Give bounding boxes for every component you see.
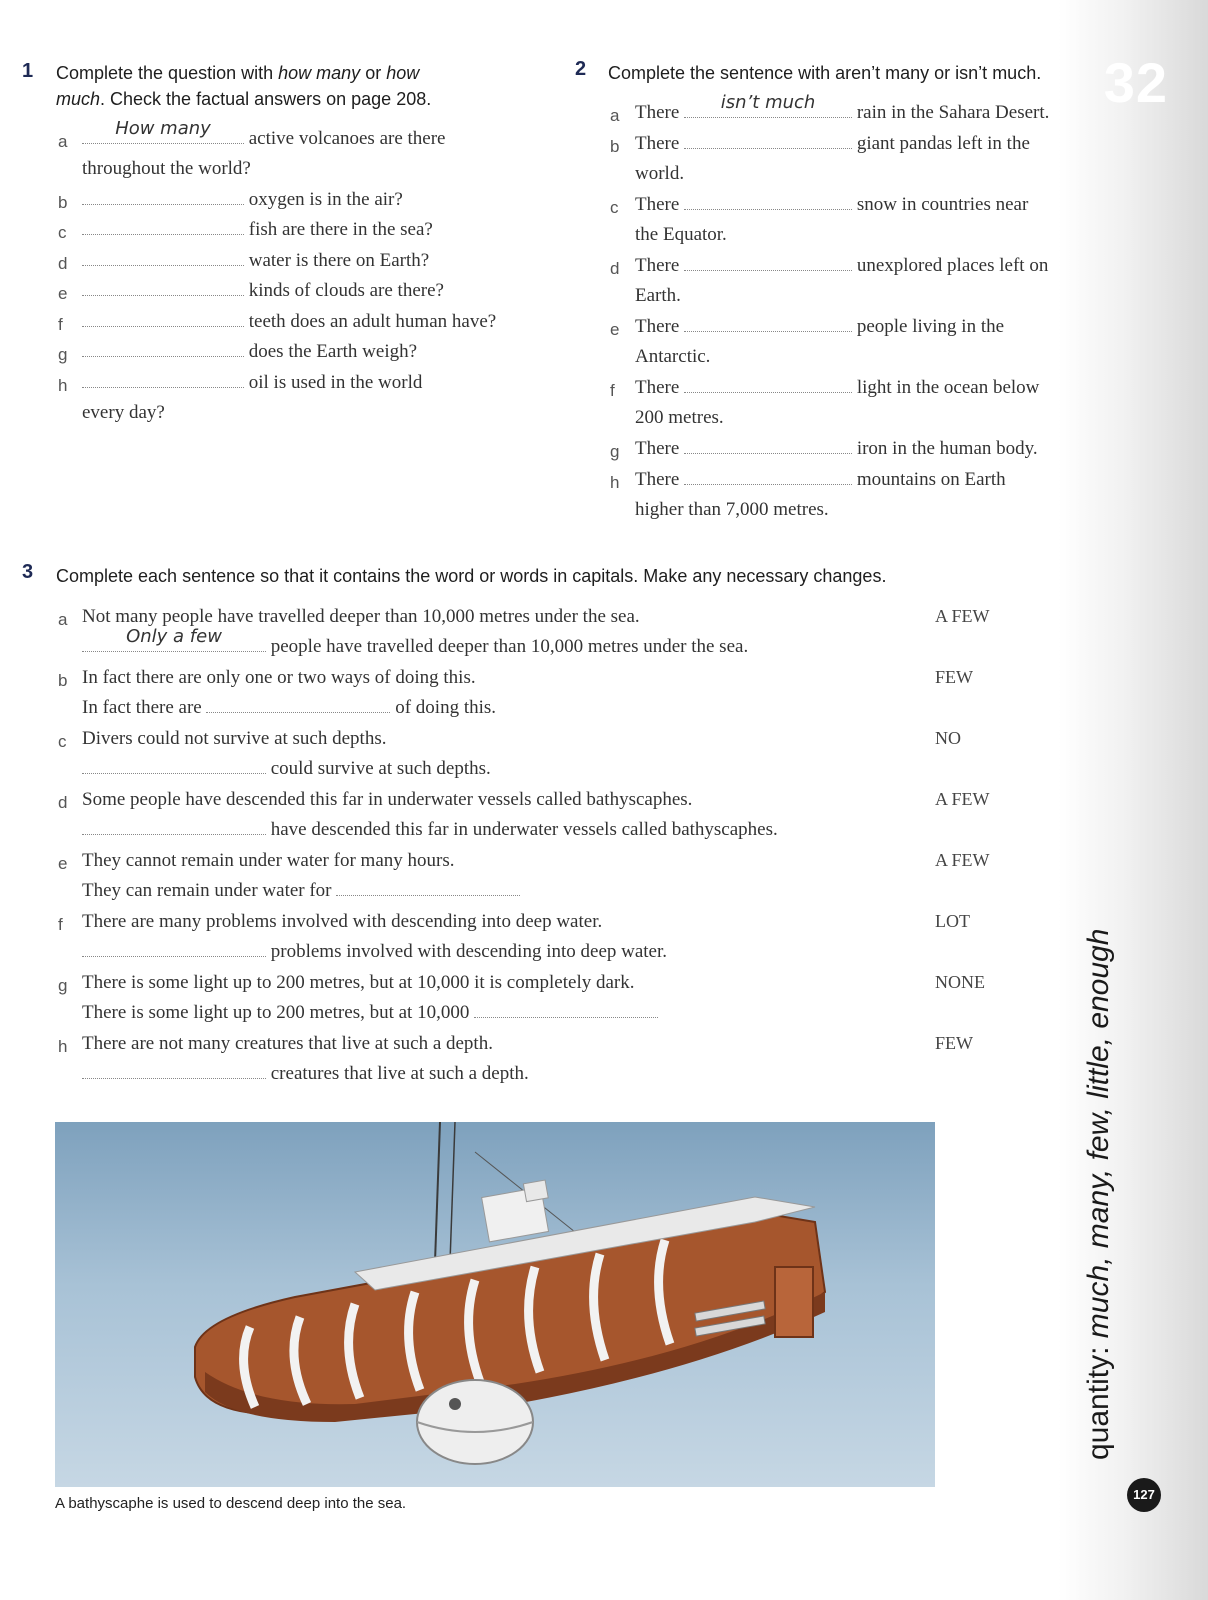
item-letter: d [58, 254, 68, 273]
item-text: kinds of clouds are there? [248, 280, 444, 301]
item-prefix: In fact there are [82, 697, 202, 718]
ex3-item-answer-line [82, 754, 491, 784]
ex2-item-d [635, 251, 1048, 281]
ex3-keyword: FEW [935, 1033, 973, 1053]
answer-blank[interactable] [82, 369, 244, 388]
ex1-instr-italic: much [56, 89, 101, 109]
item-continuation: throughout the world? [82, 158, 251, 179]
item-start: There [635, 255, 680, 276]
item-letter: a [58, 132, 68, 151]
item-start: There [635, 377, 680, 398]
answer-blank[interactable] [82, 118, 244, 144]
ex3-keyword: A FEW [935, 850, 990, 870]
page-number: 127 [1127, 1478, 1161, 1512]
ex3-keyword: NO [935, 728, 961, 748]
item-letter: f [58, 915, 63, 934]
item-text: oxygen is in the air? [248, 189, 403, 210]
bathyscaphe-illustration [55, 1122, 935, 1487]
answer-blank[interactable] [82, 277, 244, 296]
answer-blank[interactable] [684, 313, 852, 332]
ex3-item-sentence: Not many people have travelled deeper than 10,000 metres under the sea. [82, 606, 640, 627]
item-text: does the Earth weigh? [248, 341, 418, 362]
item-text: of doing this. [395, 697, 497, 718]
answer-blank[interactable] [82, 186, 244, 205]
ex1-instr-italic: how [386, 63, 420, 83]
ex2-item-h [635, 465, 1006, 495]
item-letter: b [58, 671, 68, 690]
ex3-item-sentence: They cannot remain under water for many hours. [82, 850, 455, 871]
bathyscaphe-photo [55, 1122, 935, 1487]
unit-title-vertical [1068, 820, 1130, 1460]
item-text: could survive at such depths. [270, 758, 491, 779]
item-continuation: 200 metres. [635, 407, 724, 428]
item-letter: f [58, 315, 63, 334]
item-prefix: There is some light up to 200 metres, but at 10,000 [82, 1002, 470, 1023]
ex3-item-answer-line [82, 998, 658, 1028]
answer-blank[interactable] [82, 308, 244, 327]
item-text: snow in countries near [856, 194, 1029, 215]
ex3-item-sentence: Divers could not survive at such depths. [82, 728, 387, 749]
photo-caption: A bathyscaphe is used to descend deep into the sea. [55, 1495, 407, 1512]
item-continuation: the Equator. [635, 224, 727, 245]
answer-blank[interactable] [82, 338, 244, 357]
ex2-item-a [635, 92, 1050, 128]
ex3-keyword: FEW [935, 667, 973, 687]
item-text: mountains on Earth [856, 469, 1006, 490]
ex3-keyword: LOT [935, 911, 970, 931]
exercise-1-instruction [56, 60, 526, 112]
item-start: There [635, 438, 680, 459]
item-start: There [635, 133, 680, 154]
answer-blank[interactable] [684, 191, 852, 210]
item-letter: d [610, 259, 620, 278]
item-text: water is there on Earth? [248, 250, 430, 271]
item-text: oil is used in the world [248, 372, 423, 393]
item-prefix: They can remain under water for [82, 880, 332, 901]
ex3-item-sentence: In fact there are only one or two ways of doing this. [82, 667, 476, 688]
ex2-item-g [635, 434, 1038, 464]
ex1-instr-part: or [360, 63, 387, 83]
answer-blank[interactable] [474, 999, 658, 1018]
unit-title-label: quantity: [1082, 1346, 1115, 1460]
item-text: people have travelled deeper than 10,000 metres under the sea. [270, 636, 749, 657]
answer-blank[interactable] [82, 816, 266, 835]
item-letter: b [58, 193, 68, 212]
answer-blank[interactable] [82, 216, 244, 235]
item-letter: g [610, 442, 620, 461]
item-text: teeth does an adult human have? [248, 311, 497, 332]
answer-blank[interactable] [684, 466, 852, 485]
exercise-3-number: 3 [22, 561, 34, 583]
item-text: giant pandas left in the [856, 133, 1030, 154]
item-letter: h [610, 473, 620, 492]
ex3-item-answer-line [82, 626, 749, 662]
ex1-item-f [82, 307, 496, 337]
answer-blank[interactable] [684, 374, 852, 393]
ex1-item-a [82, 118, 446, 154]
item-text: creatures that live at such a depth. [270, 1063, 529, 1084]
item-letter: d [58, 793, 68, 812]
answer-blank[interactable] [82, 938, 266, 957]
ex2-item-f [635, 373, 1039, 403]
ex1-item-b [82, 185, 403, 215]
item-text: unexplored places left on [856, 255, 1049, 276]
item-text: problems involved with descending into deep water. [270, 941, 668, 962]
item-text: active volcanoes are there [248, 128, 446, 149]
item-letter: e [58, 854, 68, 873]
item-continuation: Antarctic. [635, 346, 711, 367]
item-letter: c [610, 198, 619, 217]
item-letter: a [58, 610, 68, 629]
item-text: people living in the [856, 316, 1005, 337]
answer-blank[interactable] [684, 130, 852, 149]
answer-blank[interactable] [336, 877, 520, 896]
ex3-item-sentence: There is some light up to 200 metres, but at 10,000 it is completely dark. [82, 972, 635, 993]
item-start: There [635, 102, 680, 123]
exercise-2-number: 2 [575, 58, 587, 80]
ex3-keyword: A FEW [935, 606, 990, 626]
ex3-item-answer-line [82, 815, 778, 845]
item-letter: h [58, 1037, 68, 1056]
ex3-item-answer-line [82, 693, 496, 723]
ex1-instr-part: . Check the factual answers on page 208. [100, 89, 432, 109]
ex3-keyword: NONE [935, 972, 985, 992]
handwritten-answer: isn’t much [720, 92, 816, 113]
ex1-item-d [82, 246, 429, 276]
ex1-item-c [82, 215, 433, 245]
item-letter: e [610, 320, 620, 339]
ex1-item-h [82, 368, 422, 398]
answer-blank[interactable] [82, 755, 266, 774]
answer-blank[interactable] [82, 247, 244, 266]
item-continuation: world. [635, 163, 685, 184]
ex1-instr-part: Complete the question with [56, 63, 279, 83]
ex3-item-sentence: Some people have descended this far in underwater vessels called bathyscaphes. [82, 789, 693, 810]
item-letter: c [58, 732, 67, 751]
item-letter: h [58, 376, 68, 395]
exercise-2-instruction: Complete the sentence with aren’t many or isn’t much. [608, 63, 1042, 83]
ex3-item-answer-line [82, 876, 520, 906]
item-start: There [635, 194, 680, 215]
ex2-item-c [635, 190, 1028, 220]
item-continuation: Earth. [635, 285, 681, 306]
answer-blank[interactable] [684, 92, 852, 118]
item-letter: c [58, 223, 67, 242]
item-letter: a [610, 106, 620, 125]
ex3-item-answer-line [82, 937, 667, 967]
ex3-keyword: A FEW [935, 789, 990, 809]
unit-title-words: much, many, few, little, enough [1082, 928, 1115, 1339]
exercise-3-instruction: Complete each sentence so that it contains the word or words in capitals. Make any necessary changes. [56, 566, 887, 586]
unit-number: 32 [1103, 51, 1168, 114]
item-letter: b [610, 137, 620, 156]
ex1-instr-italic: how many [278, 63, 361, 83]
item-letter: f [610, 381, 615, 400]
item-text: fish are there in the sea? [248, 219, 433, 240]
ex1-item-e [82, 276, 444, 306]
item-continuation: every day? [82, 402, 165, 423]
exercise-1-number: 1 [22, 60, 34, 82]
item-continuation: higher than 7,000 metres. [635, 499, 829, 520]
item-letter: g [58, 976, 68, 995]
ex2-item-b [635, 129, 1030, 159]
item-text: rain in the Sahara Desert. [856, 102, 1050, 123]
answer-blank[interactable] [206, 694, 390, 713]
answer-blank[interactable] [684, 435, 852, 454]
answer-blank[interactable] [82, 1060, 266, 1079]
item-letter: g [58, 345, 68, 364]
item-text: have descended this far in underwater vessels called bathyscaphes. [270, 819, 778, 840]
ex1-item-g [82, 337, 417, 367]
item-text: iron in the human body. [856, 438, 1038, 459]
ex3-item-sentence: There are many problems involved with descending into deep water. [82, 911, 603, 932]
item-text: light in the ocean below [856, 377, 1040, 398]
handwritten-answer: Only a few [126, 626, 222, 647]
ex2-item-e [635, 312, 1004, 342]
item-start: There [635, 469, 680, 490]
answer-blank[interactable] [684, 252, 852, 271]
answer-blank[interactable] [82, 626, 266, 652]
ex3-item-answer-line [82, 1059, 529, 1089]
item-start: There [635, 316, 680, 337]
item-letter: e [58, 284, 68, 303]
handwritten-answer: How many [115, 118, 211, 139]
ex3-item-sentence: There are not many creatures that live at such a depth. [82, 1033, 493, 1054]
